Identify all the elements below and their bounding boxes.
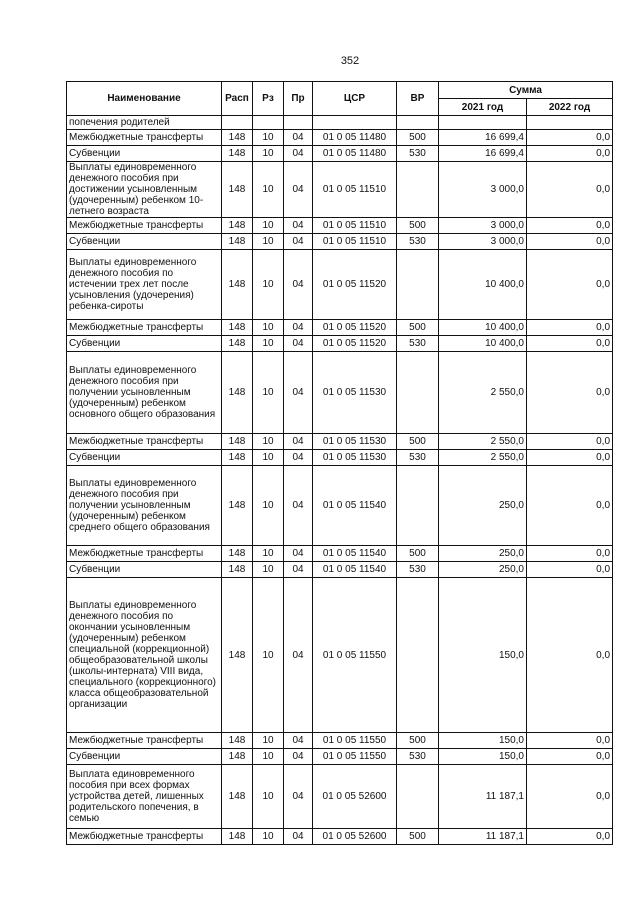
cell-csr: 01 0 05 11520 xyxy=(313,250,397,320)
table-row xyxy=(67,234,613,250)
cell-rz: 10 xyxy=(253,234,284,250)
table-row xyxy=(67,250,613,320)
cell-name: Субвенции xyxy=(67,336,222,352)
cell-csr: 01 0 05 11510 xyxy=(313,234,397,250)
cell-vr: 530 xyxy=(397,562,439,578)
cell-vr xyxy=(397,466,439,546)
cell-2021: 3 000,0 xyxy=(439,234,527,250)
table-body xyxy=(67,116,613,845)
header-vr: ВР xyxy=(397,82,439,116)
table-row xyxy=(67,749,613,765)
cell-2021: 250,0 xyxy=(439,562,527,578)
table-row xyxy=(67,352,613,434)
cell-name: Выплаты единовременного денежного пособия при получении усыновленным (удочеренным) ребенком среднего общего образования xyxy=(67,466,222,546)
cell-2022: 0,0 xyxy=(527,765,613,829)
cell-pr: 04 xyxy=(284,146,313,162)
cell-2021: 11 187,1 xyxy=(439,829,527,845)
cell-csr: 01 0 05 11520 xyxy=(313,336,397,352)
cell-rz: 10 xyxy=(253,352,284,434)
cell-vr: 500 xyxy=(397,829,439,845)
table-row xyxy=(67,578,613,733)
cell-rz: 10 xyxy=(253,162,284,218)
budget-table xyxy=(66,81,613,845)
cell-vr: 500 xyxy=(397,218,439,234)
cell-csr: 01 0 05 11550 xyxy=(313,749,397,765)
table-row xyxy=(67,336,613,352)
cell-rasp: 148 xyxy=(222,450,253,466)
cell-vr: 500 xyxy=(397,733,439,749)
table-row xyxy=(67,162,613,218)
cell-rasp: 148 xyxy=(222,320,253,336)
cell-pr: 04 xyxy=(284,749,313,765)
cell-pr: 04 xyxy=(284,466,313,546)
cell-pr: 04 xyxy=(284,562,313,578)
cell-csr: 01 0 05 11510 xyxy=(313,162,397,218)
cell-name: Субвенции xyxy=(67,749,222,765)
cell-2021: 3 000,0 xyxy=(439,162,527,218)
cell-pr: 04 xyxy=(284,450,313,466)
cell-rz: 10 xyxy=(253,320,284,336)
cell-2022: 0,0 xyxy=(527,162,613,218)
cell-2022: 0,0 xyxy=(527,320,613,336)
cell-2021: 3 000,0 xyxy=(439,218,527,234)
cell-2022: 0,0 xyxy=(527,466,613,546)
table-row xyxy=(67,320,613,336)
cell-csr: 01 0 05 11550 xyxy=(313,578,397,733)
header-pr: Пр xyxy=(284,82,313,116)
cell-pr: 04 xyxy=(284,162,313,218)
cell-2022: 0,0 xyxy=(527,130,613,146)
cell-pr: 04 xyxy=(284,733,313,749)
header-sum: Сумма xyxy=(439,82,613,99)
cell-rz: 10 xyxy=(253,130,284,146)
table-header xyxy=(67,82,613,116)
cell-rasp: 148 xyxy=(222,765,253,829)
cell-name: Межбюджетные трансферты xyxy=(67,733,222,749)
cell-name: Выплаты единовременного денежного пособия по истечении трех лет после усыновления (удочерения) ребенка-сироты xyxy=(67,250,222,320)
cell-2022: 0,0 xyxy=(527,733,613,749)
cell-2022: 0,0 xyxy=(527,234,613,250)
cell-2022: 0,0 xyxy=(527,578,613,733)
cell-2021: 2 550,0 xyxy=(439,434,527,450)
cell-2021: 10 400,0 xyxy=(439,320,527,336)
cell-2021: 150,0 xyxy=(439,578,527,733)
cell-pr: 04 xyxy=(284,434,313,450)
cell-vr: 500 xyxy=(397,434,439,450)
cell-rz: 10 xyxy=(253,562,284,578)
cell-2021: 150,0 xyxy=(439,749,527,765)
cell-rz: 10 xyxy=(253,466,284,546)
cell-rasp xyxy=(222,116,253,130)
header-csr: ЦСР xyxy=(313,82,397,116)
header-year-2022: 2022 год xyxy=(527,99,613,116)
table-row xyxy=(67,130,613,146)
cell-rasp: 148 xyxy=(222,578,253,733)
cell-pr: 04 xyxy=(284,218,313,234)
cell-pr: 04 xyxy=(284,234,313,250)
cell-2022: 0,0 xyxy=(527,829,613,845)
cell-2022: 0,0 xyxy=(527,352,613,434)
cell-2022: 0,0 xyxy=(527,562,613,578)
cell-vr: 530 xyxy=(397,234,439,250)
cell-csr: 01 0 05 11480 xyxy=(313,146,397,162)
cell-vr: 500 xyxy=(397,130,439,146)
cell-csr: 01 0 05 11480 xyxy=(313,130,397,146)
cell-rasp: 148 xyxy=(222,234,253,250)
cell-csr: 01 0 05 52600 xyxy=(313,765,397,829)
cell-rz: 10 xyxy=(253,250,284,320)
cell-2021: 11 187,1 xyxy=(439,765,527,829)
cell-rz: 10 xyxy=(253,450,284,466)
cell-rz: 10 xyxy=(253,218,284,234)
cell-name: Межбюджетные трансферты xyxy=(67,130,222,146)
cell-rz: 10 xyxy=(253,146,284,162)
cell-pr: 04 xyxy=(284,829,313,845)
cell-rasp: 148 xyxy=(222,218,253,234)
cell-rasp: 148 xyxy=(222,250,253,320)
cell-vr: 530 xyxy=(397,146,439,162)
cell-rz: 10 xyxy=(253,749,284,765)
cell-name: Межбюджетные трансферты xyxy=(67,546,222,562)
cell-csr: 01 0 05 11510 xyxy=(313,218,397,234)
cell-name: Субвенции xyxy=(67,146,222,162)
cell-2022 xyxy=(527,116,613,130)
cell-2021: 2 550,0 xyxy=(439,352,527,434)
cell-rasp: 148 xyxy=(222,130,253,146)
cell-vr: 530 xyxy=(397,336,439,352)
cell-csr: 01 0 05 11540 xyxy=(313,562,397,578)
cell-vr: 500 xyxy=(397,546,439,562)
cell-vr: 530 xyxy=(397,749,439,765)
cell-name: Выплаты единовременного денежного пособия по окончании усыновленным (удочеренным) ребенком специальной (коррекционной) общеобразовательной школы (школы-интерната) VIII вида, специального (коррекционного) класса общеобразовательной организации xyxy=(67,578,222,733)
cell-2022: 0,0 xyxy=(527,218,613,234)
cell-csr xyxy=(313,116,397,130)
cell-pr: 04 xyxy=(284,250,313,320)
cell-rasp: 148 xyxy=(222,466,253,546)
cell-pr xyxy=(284,116,313,130)
cell-2021: 2 550,0 xyxy=(439,450,527,466)
cell-rz: 10 xyxy=(253,336,284,352)
cell-rasp: 148 xyxy=(222,146,253,162)
cell-vr: 500 xyxy=(397,320,439,336)
cell-2022: 0,0 xyxy=(527,450,613,466)
cell-csr: 01 0 05 11540 xyxy=(313,546,397,562)
cell-rasp: 148 xyxy=(222,733,253,749)
cell-rz: 10 xyxy=(253,733,284,749)
table-row xyxy=(67,765,613,829)
cell-csr: 01 0 05 11550 xyxy=(313,733,397,749)
cell-vr xyxy=(397,765,439,829)
cell-pr: 04 xyxy=(284,352,313,434)
cell-pr: 04 xyxy=(284,546,313,562)
cell-name: Межбюджетные трансферты xyxy=(67,320,222,336)
cell-2021: 16 699,4 xyxy=(439,146,527,162)
cell-vr xyxy=(397,578,439,733)
table-row xyxy=(67,116,613,130)
cell-rz: 10 xyxy=(253,765,284,829)
cell-2022: 0,0 xyxy=(527,749,613,765)
header-rasp: Расп xyxy=(222,82,253,116)
table-row xyxy=(67,434,613,450)
cell-2022: 0,0 xyxy=(527,146,613,162)
cell-2021: 10 400,0 xyxy=(439,250,527,320)
cell-csr: 01 0 05 11530 xyxy=(313,352,397,434)
cell-vr xyxy=(397,162,439,218)
cell-2022: 0,0 xyxy=(527,434,613,450)
cell-2021: 10 400,0 xyxy=(439,336,527,352)
cell-rz: 10 xyxy=(253,546,284,562)
header-year-2021: 2021 год xyxy=(439,99,527,116)
header-name: Наименование xyxy=(67,82,222,116)
cell-vr xyxy=(397,352,439,434)
cell-name: Субвенции xyxy=(67,234,222,250)
cell-2022: 0,0 xyxy=(527,546,613,562)
cell-name: Межбюджетные трансферты xyxy=(67,829,222,845)
table-row xyxy=(67,218,613,234)
cell-name: попечения родителей xyxy=(67,116,222,130)
cell-csr: 01 0 05 11520 xyxy=(313,320,397,336)
cell-pr: 04 xyxy=(284,336,313,352)
cell-2022: 0,0 xyxy=(527,250,613,320)
cell-rasp: 148 xyxy=(222,162,253,218)
table-row xyxy=(67,546,613,562)
cell-csr: 01 0 05 52600 xyxy=(313,829,397,845)
cell-2021: 150,0 xyxy=(439,733,527,749)
cell-name: Межбюджетные трансферты xyxy=(67,434,222,450)
cell-pr: 04 xyxy=(284,130,313,146)
cell-rasp: 148 xyxy=(222,546,253,562)
cell-pr: 04 xyxy=(284,320,313,336)
cell-vr xyxy=(397,116,439,130)
cell-pr: 04 xyxy=(284,765,313,829)
cell-rasp: 148 xyxy=(222,336,253,352)
cell-name: Субвенции xyxy=(67,562,222,578)
cell-rasp: 148 xyxy=(222,749,253,765)
cell-name: Выплаты единовременного денежного пособия при получении усыновленным (удочеренным) ребенком основного общего образования xyxy=(67,352,222,434)
cell-name: Субвенции xyxy=(67,450,222,466)
table-row xyxy=(67,829,613,845)
cell-name: Выплаты единовременного денежного пособия при достижении усыновленным (удочеренным) ребенком 10-летнего возраста xyxy=(67,162,222,218)
cell-rz: 10 xyxy=(253,578,284,733)
cell-pr: 04 xyxy=(284,578,313,733)
cell-2021: 250,0 xyxy=(439,466,527,546)
table-row xyxy=(67,450,613,466)
cell-rasp: 148 xyxy=(222,434,253,450)
cell-vr xyxy=(397,250,439,320)
cell-rasp: 148 xyxy=(222,562,253,578)
cell-rz: 10 xyxy=(253,434,284,450)
cell-2021: 250,0 xyxy=(439,546,527,562)
cell-name: Выплата единовременного пособия при всех формах устройства детей, лишенных родительского попечения, в семью xyxy=(67,765,222,829)
table-row xyxy=(67,146,613,162)
table-row xyxy=(67,562,613,578)
cell-rasp: 148 xyxy=(222,829,253,845)
cell-csr: 01 0 05 11530 xyxy=(313,434,397,450)
page-number: 352 xyxy=(340,55,360,67)
cell-2021: 16 699,4 xyxy=(439,130,527,146)
cell-2022: 0,0 xyxy=(527,336,613,352)
cell-csr: 01 0 05 11540 xyxy=(313,466,397,546)
cell-rasp: 148 xyxy=(222,352,253,434)
cell-csr: 01 0 05 11530 xyxy=(313,450,397,466)
cell-vr: 530 xyxy=(397,450,439,466)
table-row xyxy=(67,733,613,749)
cell-2021 xyxy=(439,116,527,130)
cell-name: Межбюджетные трансферты xyxy=(67,218,222,234)
cell-rz: 10 xyxy=(253,829,284,845)
table-row xyxy=(67,466,613,546)
cell-rz xyxy=(253,116,284,130)
header-rz: Рз xyxy=(253,82,284,116)
